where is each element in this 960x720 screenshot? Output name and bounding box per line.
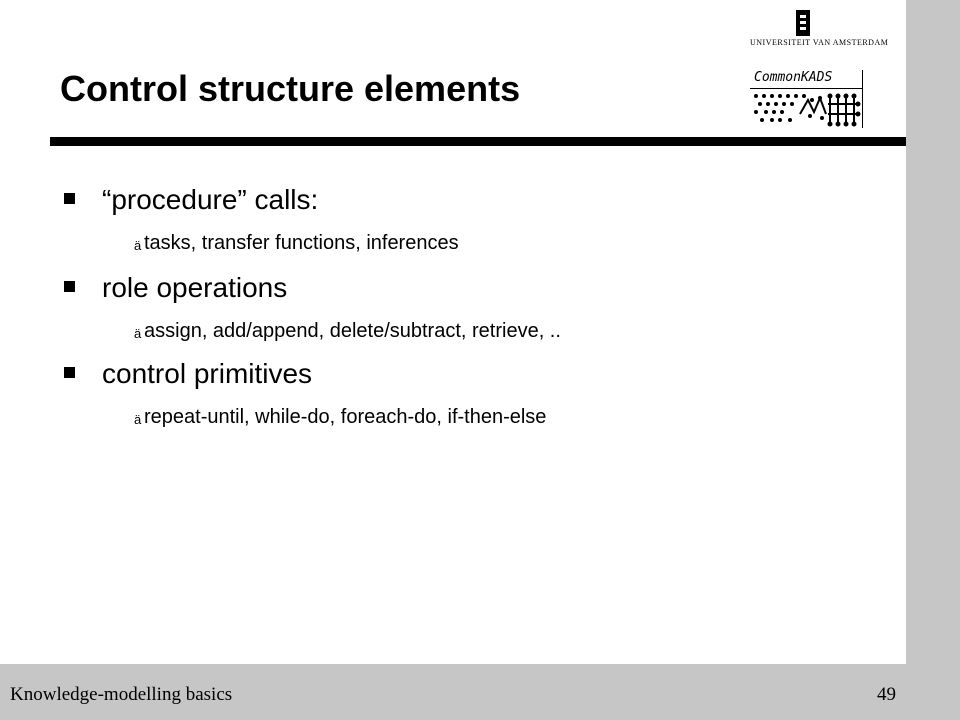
sub-bullet-icon: ä — [134, 412, 142, 427]
commonkads-label: CommonKADS — [754, 70, 833, 85]
logo-edge — [862, 70, 863, 128]
sub-bullet-text: assign, add/append, delete/subtract, retrieve, .. — [144, 320, 561, 342]
logo-divider — [750, 88, 862, 89]
bullet-text: control primitives — [102, 358, 313, 389]
square-bullet-icon — [64, 193, 75, 204]
commonkads-network-icon — [750, 90, 862, 128]
crest-icon — [796, 10, 810, 36]
sub-bullet-text: tasks, transfer functions, inferences — [144, 232, 459, 254]
university-logo — [750, 10, 889, 55]
sub-bullet-icon: ä — [134, 326, 142, 341]
title-rule — [50, 137, 906, 146]
university-name: UNIVERSITEIT VAN AMSTERDAM — [750, 38, 889, 47]
sub-bullet-icon: ä — [134, 238, 142, 253]
bullet-text: role operations — [102, 272, 288, 303]
square-bullet-icon — [64, 281, 75, 292]
commonkads-logo — [750, 70, 868, 128]
footer-course-title: Knowledge-modelling basics — [10, 684, 233, 705]
sub-bullet-text: repeat-until, while-do, foreach-do, if-then-else — [144, 406, 547, 428]
page-number: 49 — [877, 684, 896, 705]
square-bullet-icon — [64, 367, 75, 378]
slide-title: Control structure elements — [60, 68, 521, 109]
bullet-text: “procedure” calls: — [102, 184, 319, 215]
right-gray-band — [906, 0, 960, 720]
